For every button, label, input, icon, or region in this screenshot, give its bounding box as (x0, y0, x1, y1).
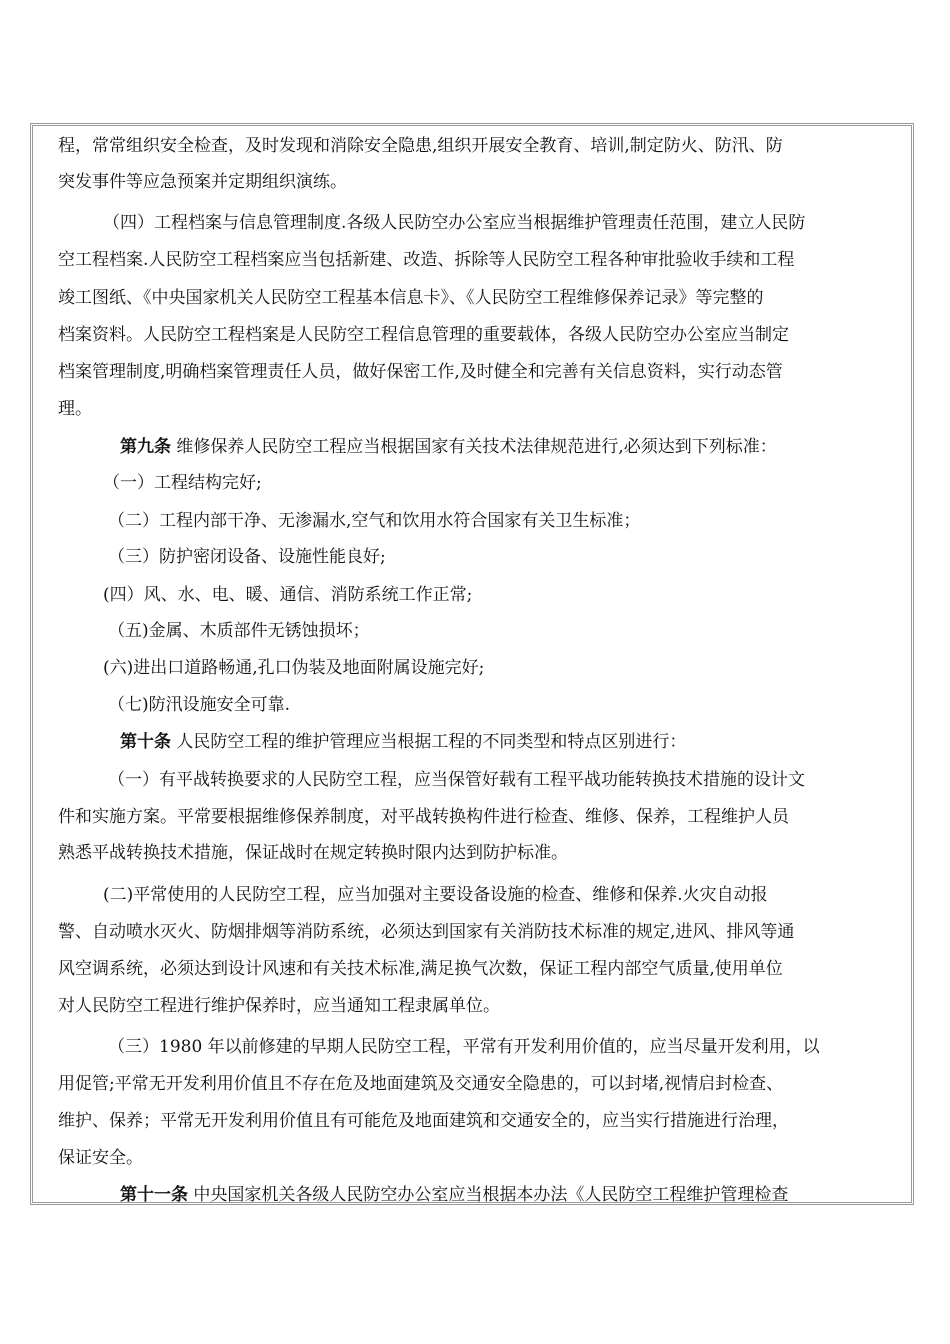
paragraph-line: (二)平常使用的人民防空工程，应当加强对主要设备设施的检查、维修和保养.火灾自动报 (103, 885, 768, 905)
article-heading-line: 第十条 人民防空工程的维护管理应当根据工程的不同类型和特点区别进行： (120, 732, 687, 752)
paragraph-line: 用促管;平常无开发利用价值且不存在危及地面建筑及交通安全隐患的，可以封堵,视情启封检查、 (58, 1074, 784, 1094)
paragraph-line: 突发事件等应急预案并定期组织演练。 (58, 172, 347, 192)
paragraph-line: 保证安全。 (58, 1148, 143, 1168)
article-heading-line: 第十一条 中央国家机关各级人民防空办公室应当根据本办法《人民防空工程维护管理检查 (120, 1185, 789, 1205)
paragraph-line: 风空调系统，必须达到设计风速和有关技术标准,满足换气次数，保证工程内部空气质量,使用单位 (58, 959, 783, 979)
list-item: (六)进出口道路畅通,孔口伪装及地面附属设施完好; (103, 658, 485, 678)
paragraph-line: （一）有平战转换要求的人民防空工程，应当保管好载有工程平战功能转换技术措施的设计文 (108, 770, 805, 790)
list-item: （五)金属、木质部件无锈蚀损坏； (108, 621, 370, 641)
list-item: （一）工程结构完好; (103, 473, 262, 493)
article-number: 第九条 (120, 437, 171, 457)
paragraph-line: 对人民防空工程进行维护保养时，应当通知工程隶属单位。 (58, 996, 500, 1016)
paragraph-line: 程，常常组织安全检查，及时发现和消除安全隐患,组织开展安全教育、培训,制定防火、防汛、防 (58, 136, 783, 156)
paragraph-line: 件和实施方案。平常要根据维修保养制度，对平战转换构件进行检查、维修、保养，工程维护人员 (58, 807, 789, 827)
article-number: 第十一条 (120, 1185, 188, 1205)
paragraph-line: 理。 (58, 399, 92, 419)
list-item: (四）风、水、电、暖、通信、消防系统工作正常; (103, 585, 473, 605)
list-item: （二）工程内部干净、无渗漏水,空气和饮用水符合国家有关卫生标准； (108, 511, 641, 531)
paragraph-line: （四）工程档案与信息管理制度.各级人民防空办公室应当根据维护管理责任范围，建立人民防 (103, 213, 806, 233)
list-item: （三）防护密闭设备、设施性能良好; (108, 547, 386, 567)
article-heading-line: 第九条 维修保养人民防空工程应当根据国家有关技术法律规范进行,必须达到下列标准： (120, 437, 777, 457)
paragraph-line: （三）1980 年以前修建的早期人民防空工程，平常有开发利用价值的，应当尽量开发利用，以 (108, 1037, 820, 1057)
paragraph-line: 档案管理制度,明确档案管理责任人员，做好保密工作,及时健全和完善有关信息资料，实行动态管 (58, 362, 783, 382)
paragraph-line: 竣工图纸、《中央国家机关人民防空工程基本信息卡》、《人民防空工程维修保养记录》等完整的 (58, 288, 764, 308)
paragraph-line: 熟悉平战转换技术措施，保证战时在规定转换时限内达到防护标准。 (58, 843, 568, 863)
article-number: 第十条 (120, 732, 171, 752)
paragraph-line: 档案资料。人民防空工程档案是人民防空工程信息管理的重要载体，各级人民防空办公室应当制定 (58, 325, 789, 345)
paragraph-line: 空工程档案.人民防空工程档案应当包括新建、改造、拆除等人民防空工程各种审批验收手续和工程 (58, 250, 795, 270)
paragraph-line: 维护、保养；平常无开发利用价值且有可能危及地面建筑和交通安全的，应当实行措施进行治理， (58, 1111, 789, 1131)
list-item: （七)防汛设施安全可靠. (108, 695, 291, 715)
paragraph-line: 警、自动喷水灭火、防烟排烟等消防系统，必须达到国家有关消防技术标准的规定,进风、排风等通 (58, 922, 795, 942)
